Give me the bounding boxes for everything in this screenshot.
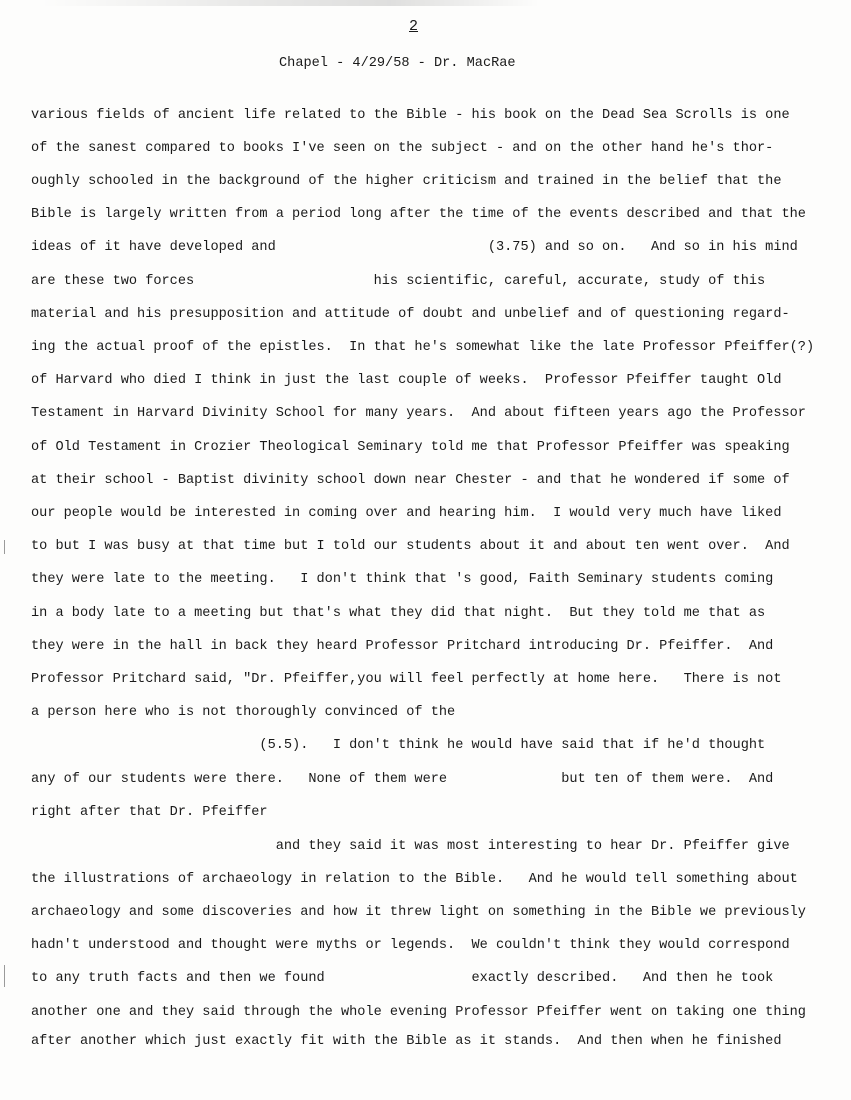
text-line: a person here who is not thoroughly convinced of the: [31, 705, 456, 720]
text-line: and they said it was most interesting to hear Dr. Pfeiffer give: [31, 839, 790, 854]
text-line: material and his presupposition and attitude of doubt and unbelief and of questioning regard-: [31, 307, 790, 322]
text-line: to but I was busy at that time but I told our students about it and about ten went over. And: [31, 539, 790, 554]
text-line: of Old Testament in Crozier Theological Seminary told me that Professor Pfeiffer was speaking: [31, 440, 790, 455]
text-line: of Harvard who died I think in just the last couple of weeks. Professor Pfeiffer taught Old: [31, 373, 782, 388]
text-line: Bible is largely written from a period long after the time of the events described and that the: [31, 207, 806, 222]
text-line: the illustrations of archaeology in relation to the Bible. And he would tell something about: [31, 872, 798, 887]
text-line: in a body late to a meeting but that's what they did that night. But they told me that as: [31, 606, 766, 621]
text-line: ing the actual proof of the epistles. In that he's somewhat like the late Professor Pfeiffer(?): [31, 340, 815, 355]
text-line: our people would be interested in coming over and hearing him. I would very much have liked: [31, 506, 782, 521]
page-number: 2: [409, 18, 419, 35]
text-line: (5.5). I don't think he would have said that if he'd thought: [31, 738, 766, 753]
text-line: oughly schooled in the background of the higher criticism and trained in the belief that the: [31, 174, 782, 189]
text-line: another one and they said through the whole evening Professor Pfeiffer went on taking one thing: [31, 1005, 806, 1020]
scan-smudge: [40, 0, 540, 6]
text-line: are these two forces his scientific, careful, accurate, study of this: [31, 274, 766, 289]
text-line: to any truth facts and then we found exactly described. And then he took: [31, 971, 774, 986]
text-line: archaeology and some discoveries and how it threw light on something in the Bible we previously: [31, 905, 806, 920]
text-line: right after that Dr. Pfeiffer: [31, 805, 268, 820]
text-line: at their school - Baptist divinity school down near Chester - and that he wondered if some of: [31, 473, 790, 488]
text-line: various fields of ancient life related to the Bible - his book on the Dead Sea Scrolls is one: [31, 108, 790, 123]
scan-edge-mark: [4, 540, 5, 554]
text-line: ideas of it have developed and (3.75) and so on. And so in his mind: [31, 240, 798, 255]
text-line: hadn't understood and thought were myths or legends. We couldn't think they would correspond: [31, 938, 790, 953]
text-line: they were late to the meeting. I don't think that 's good, Faith Seminary students coming: [31, 572, 774, 587]
text-line: they were in the hall in back they heard Professor Pritchard introducing Dr. Pfeiffer. And: [31, 639, 774, 654]
text-line: after another which just exactly fit with the Bible as it stands. And then when he finished: [31, 1034, 782, 1049]
text-line: of the sanest compared to books I've seen on the subject - and on the other hand he's thor-: [31, 141, 774, 156]
text-line: Professor Pritchard said, "Dr. Pfeiffer,you will feel perfectly at home here. There is not: [31, 672, 782, 687]
text-line: any of our students were there. None of them were but ten of them were. And: [31, 772, 774, 787]
scan-edge-mark: [4, 965, 5, 987]
page-header: Chapel - 4/29/58 - Dr. MacRae: [279, 56, 516, 71]
text-line: Testament in Harvard Divinity School for many years. And about fifteen years ago the Professor: [31, 406, 806, 421]
